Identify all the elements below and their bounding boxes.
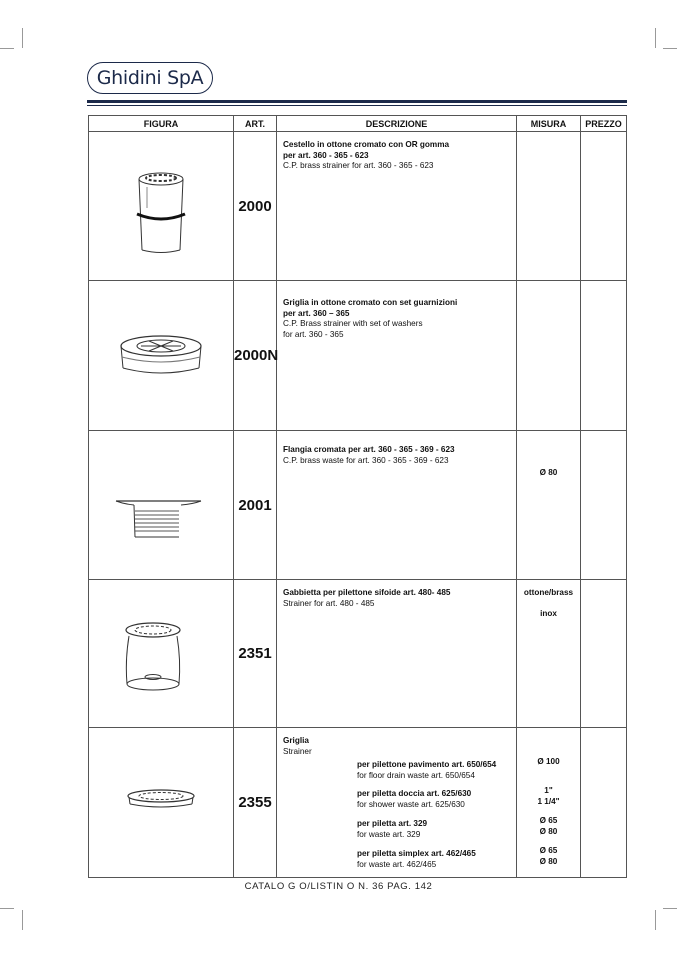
article-number: 2355 <box>234 728 277 878</box>
sub-item-english: for waste art. 462/465 <box>357 859 437 869</box>
table-row <box>89 728 627 878</box>
sub-item-english: for floor drain waste art. 650/654 <box>357 770 475 780</box>
description-english-2: for art. 360 - 365 <box>283 329 344 339</box>
table-row <box>89 580 627 728</box>
figure-cell <box>89 728 234 878</box>
misura-value <box>517 768 580 779</box>
description-english: C.P. Brass strainer with set of washers <box>283 319 423 328</box>
description-title-2: per art. 360 - 365 - 623 <box>283 150 369 160</box>
misura-value: Ø 65 <box>539 846 558 855</box>
misura-cell <box>517 431 581 580</box>
description-cell <box>277 728 517 878</box>
table-header-row <box>89 116 627 132</box>
waste-flange-image <box>89 431 234 580</box>
crop-mark <box>0 908 14 909</box>
sub-item-italian: per pilettone pavimento art. 650/654 <box>357 760 497 769</box>
figure-cell <box>89 580 234 728</box>
misura-cell <box>517 728 581 878</box>
sub-item-italian: per piletta doccia art. 625/630 <box>357 789 472 798</box>
figure-cell <box>89 132 234 281</box>
description-cell <box>277 132 517 281</box>
sub-item-english: for shower waste art. 625/630 <box>357 799 465 809</box>
crop-mark <box>0 48 14 49</box>
misura-value: inox <box>540 608 557 618</box>
table-row <box>89 132 627 281</box>
crop-mark <box>663 908 677 909</box>
misura-value: Ø 80 <box>539 856 558 866</box>
strainer-grille-image <box>89 728 234 878</box>
header-art: ART. <box>234 116 277 132</box>
header-prezzo: PREZZO <box>581 116 627 132</box>
sub-item-english: for waste art. 329 <box>357 829 421 839</box>
header-rule <box>87 100 627 103</box>
sub-item <box>283 760 512 781</box>
misura-value: Ø 80 <box>539 826 558 836</box>
brand-logo: Ghidini SpA <box>87 62 213 94</box>
description-cell <box>277 281 517 431</box>
description-cell <box>277 431 517 580</box>
misura-value: Ø 65 <box>539 816 558 825</box>
description-title: Gabbietta per pilettone sifoide art. 480- 485 <box>283 588 451 597</box>
sub-item <box>283 819 512 840</box>
description-title-2: per art. 360 – 365 <box>283 308 350 318</box>
table-row <box>89 281 627 431</box>
strainer-grid-image <box>89 281 234 431</box>
sub-item <box>283 789 512 810</box>
strainer-cage-image <box>89 580 234 728</box>
misura-value: Ø 100 <box>537 757 560 766</box>
misura-cell <box>517 132 581 281</box>
description-cell <box>277 580 517 728</box>
header-figura: FIGURA <box>89 116 234 132</box>
sub-item-italian: per piletta simplex art. 462/465 <box>357 849 476 858</box>
description-title: Cestello in ottone cromato con OR gomma <box>283 140 450 149</box>
crop-mark <box>655 28 656 48</box>
article-number: 2000N <box>234 281 277 431</box>
header-rule-thin <box>87 105 627 106</box>
figure-cell <box>89 281 234 431</box>
description-title: Flangia cromata per art. 360 - 365 - 369 - 623 <box>283 445 455 454</box>
description-english: C.P. brass waste for art. 360 - 365 - 369 - 623 <box>283 455 449 465</box>
strainer-basket-image <box>89 132 234 281</box>
header-misura: MISURA <box>517 116 581 132</box>
table-row <box>89 431 627 580</box>
misura-value: 1" <box>544 786 553 795</box>
header-descrizione: DESCRIZIONE <box>277 116 517 132</box>
article-number: 2351 <box>234 580 277 728</box>
misura-value: Ø 80 <box>539 468 558 477</box>
crop-mark <box>663 48 677 49</box>
crop-mark <box>22 910 23 930</box>
misura-cell <box>517 281 581 431</box>
sub-item <box>283 849 512 870</box>
catalog-table <box>88 115 627 878</box>
description-title: Griglia <box>283 736 309 745</box>
article-number: 2001 <box>234 431 277 580</box>
page-footer: CATALO G O/LISTIN O N. 36 PAG. 142 <box>244 881 433 892</box>
prezzo-cell <box>581 132 627 281</box>
description-english: Strainer for art. 480 - 485 <box>283 598 375 608</box>
crop-mark <box>655 910 656 930</box>
sub-item-italian: per piletta art. 329 <box>357 819 428 828</box>
misura-value: ottone/brass <box>523 588 574 597</box>
description-english: Strainer <box>283 746 312 756</box>
prezzo-cell <box>581 580 627 728</box>
description-english: C.P. brass strainer for art. 360 - 365 - 623 <box>283 161 434 170</box>
prezzo-cell <box>581 281 627 431</box>
prezzo-cell <box>581 431 627 580</box>
article-number: 2000 <box>234 132 277 281</box>
misura-value: 1 1/4" <box>537 796 560 806</box>
description-title: Griglia in ottone cromato con set guarnizioni <box>283 298 458 307</box>
misura-cell <box>517 580 581 728</box>
figure-cell <box>89 431 234 580</box>
prezzo-cell <box>581 728 627 878</box>
crop-mark <box>22 28 23 48</box>
